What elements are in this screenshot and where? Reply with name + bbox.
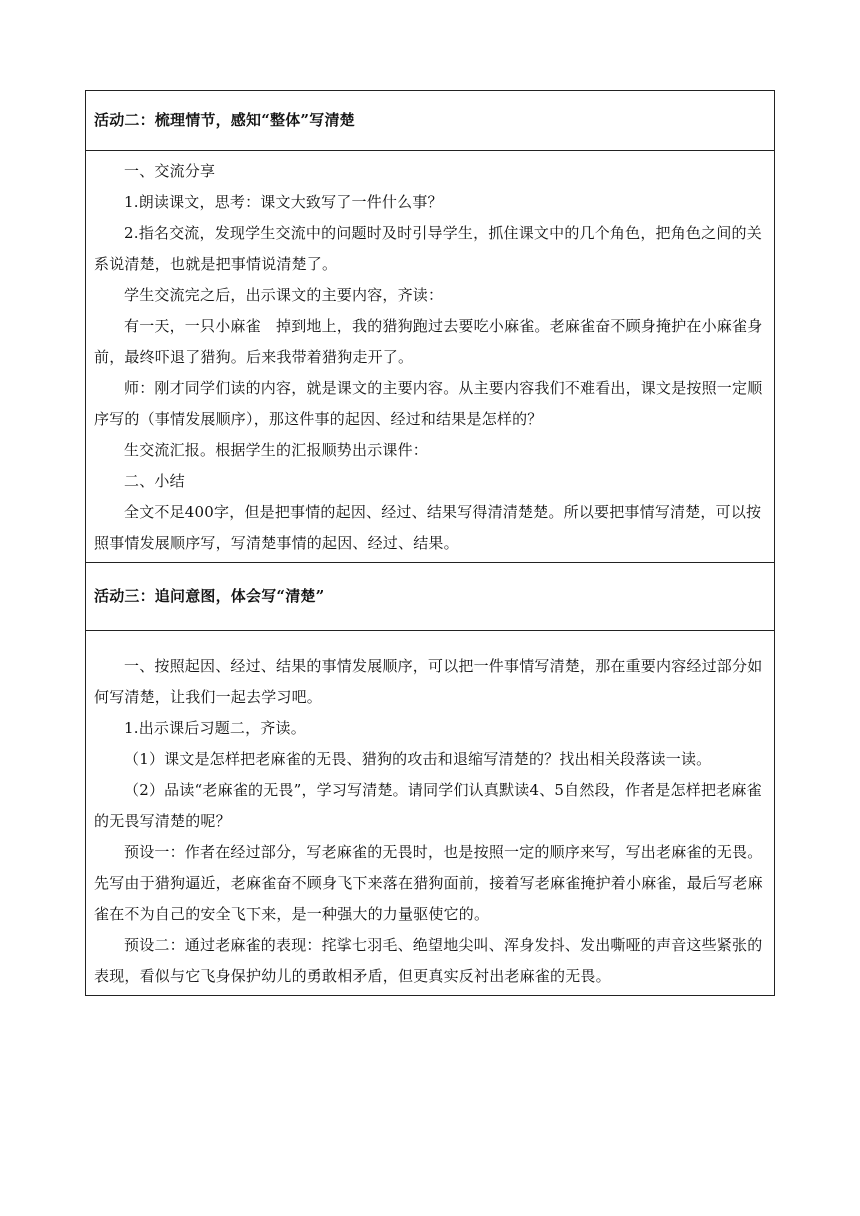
activity3-paragraph: 预设一：作者在经过部分，写老麻雀的无畏时，也是按照一定的顺序来写，写出老麻雀的无畏。先写由于猎狗逼近，老麻雀奋不顾身飞下来落在猎狗面前，接着写老麻雀掩护着小麻雀，最后写老麻雀在不为自己的安全飞下来，是一种强大的力量驱使它的。 [94,843,763,923]
activity2-body [86,151,775,563]
activity2-title: 活动二：梳理情节，感知“整体”写清楚 [86,91,775,151]
activity2-paragraph: 2.指名交流，发现学生交流中的问题时及时引导学生，抓住课文中的几个角色，把角色之间的关系说清楚，也就是把事情说清楚了。 [94,224,762,273]
activity2-paragraph: 一、交流分享 [124,162,216,180]
activity2-paragraph: 有一天，一只小麻雀 掉到地上，我的猎狗跑过去要吃小麻雀。老麻雀奋不顾身掩护在小麻雀身前，最终吓退了猎狗。后来我带着猎狗走开了。 [94,317,763,366]
activity2-paragraph: 1.朗读课文，思考：课文大致写了一件什么事？ [124,193,443,211]
activity3-paragraph: （1）课文是怎样把老麻雀的无畏、猎狗的攻击和退缩写清楚的？找出相关段落读一读。 [124,750,712,768]
activity3-body [86,631,775,996]
activity2-paragraph: 二、小结 [124,472,185,490]
activity2-paragraph: 学生交流完之后，出示课文的主要内容，齐读： [124,286,444,304]
activity3-paragraph: （2）品读“老麻雀的无畏”，学习写清楚。请同学们认真默读4、5自然段，作者是怎样把老麻雀的无畏写清楚的呢？ [94,781,762,830]
activity3-paragraph: 一、按照起因、经过、结果的事情发展顺序，可以把一件事情写清楚，那在重要内容经过部分如何写清楚，让我们一起去学习吧。 [94,657,763,706]
activity3-title: 活动三：追问意图，体会写“清楚” [86,563,775,631]
activity3-paragraph: 1.出示课后习题二，齐读。 [124,719,306,737]
activity2-header-row [86,91,775,151]
activity2-body-row [86,151,775,563]
lesson-table [85,90,775,996]
activity3-header-row [86,563,775,631]
activity2-paragraph: 师：刚才同学们读的内容，就是课文的主要内容。从主要内容我们不难看出，课文是按照一定顺序写的（事情发展顺序），那这件事的起因、经过和结果是怎样的？ [94,379,763,428]
activity2-paragraph: 生交流汇报。根据学生的汇报顺势出示课件： [124,441,429,459]
activity2-paragraph: 全文不足400字，但是把事情的起因、经过、结果写得清清楚楚。所以要把事情写清楚，可以按照事情发展顺序写，写清楚事情的起因、经过、结果。 [94,503,762,552]
activity3-body-row [86,631,775,996]
activity3-paragraph: 预设二：通过老麻雀的表现：挓挲七羽毛、绝望地尖叫、浑身发抖、发出嘶哑的声音这些紧张的表现，看似与它飞身保护幼儿的勇敢相矛盾，但更真实反衬出老麻雀的无畏。 [94,936,763,985]
